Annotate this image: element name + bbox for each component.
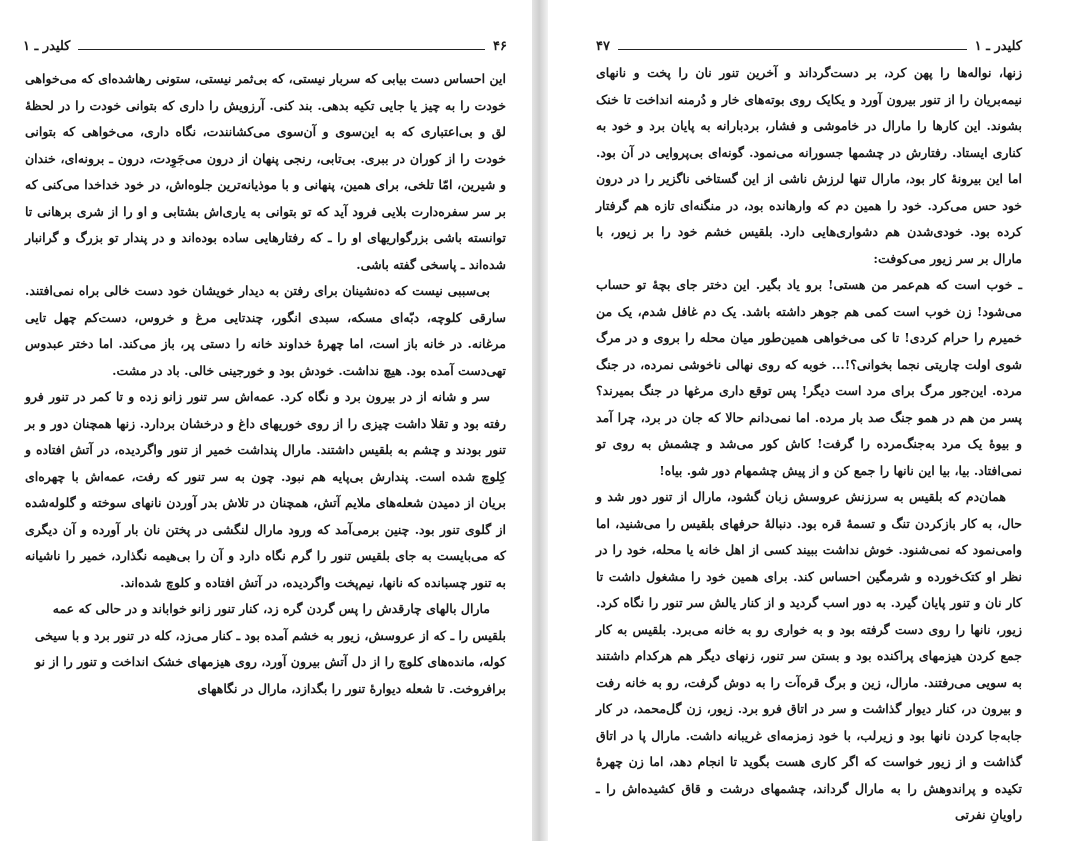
right-page-number: ۴۷ — [596, 39, 610, 54]
left-page-header — [23, 33, 507, 55]
right-paragraph-1: زنها، نواله‌ها را پهن کرد، بر دست‌گرداند و آخرین تنور نان را پخت و نانهای نیمه‌بریان را از تنور بیرون آورد و یکایک روی بوته‌های خار و دُرمنه انداخت تا خنک بشوند. این کارها را مارال در خاموشی و فشار، بردبارانه به پایان برد و خود به کناری ایستاد. رفتارش در چشمها جسورانه می‌نمود. گونه‌ای بی‌پروایی در آن بود. اما این بیرونهٔ کار بود، مارال تنها لرزش ناشی از این گستاخی ناگزیر را در درون خود حس می‌کرد. خود را همین دم که وارهانده بود، در منگنه‌ای تازه هم گرفتار کرده بود. خودی‌شدن هم دشواری‌هایی دارد. بلقیس خشم خود را بر زیور، با مارال بر سر زیور می‌کوفت: — [596, 65, 1022, 266]
left-paragraph-2: بی‌سببی نیست که ده‌نشینان برای رفتن به دیدار خویشان خود دست خالی براه نمی‌افتند. سارقی کلوچه، دبّه‌ای مسکه، سبدی انگور، چندتایی مرغ و خروس، دست‌کم چهل تایی مرغانه. در خانه باز است، اما چهرهٔ خداوند خانه را دستی پر، باز می‌کند. اما دختر عبدوس تهی‌دست آمده بود. هیچ نداشت. خودش بود و خورجینی خالی. باد در مشت. — [25, 283, 506, 378]
left-paragraph-1: این احساس دست بیابی که سربار نیستی، که بی‌ثمر نیستی، ستونی رهاشده‌ای که می‌خواهی خودت را به چیز یا جایی تکیه بدهی. بند کنی. آرزویش را داری که بتوانی خودت را در لحظهٔ لق و بی‌اعتباری که به این‌سوی و آن‌سوی می‌کشانندت، نگاه داری، می‌خواهی که بتوانی خودت را از کوران در ببری. بی‌تابی، رنجی پنهان از درون می‌جَوِدت، درون ـ برونه‌ای، خندان و شیرین، امّا تلخی، برای همین، پنهانی و با موذیانه‌ترین جلوه‌اش، در خود خداخدا می‌کنی که بر سر سفره‌دارت بلایی فرود آید که تو بتوانی به یاری‌اش بشتابی و او را از شری برهانی تا توانسته باشی بزرگواریهای او را ـ که رفتارهایی ساده بوده‌اند و در پندار تو بزرگ و گرانبار شده‌اند ـ پاسخی گفته باشی. — [25, 71, 506, 272]
left-page-number: ۴۶ — [493, 39, 507, 54]
right-running-title: کلیدر ـ ۱ — [974, 39, 1022, 54]
left-header-rule — [78, 49, 485, 50]
book-gutter — [532, 0, 548, 841]
left-running-title: کلیدر ـ ۱ — [23, 39, 71, 54]
left-paragraph-3: سر و شانه از در بیرون برد و نگاه کرد. عمه‌اش سر تنور زانو زده و تا کمر در تنور فرو رفته بود و تقلا داشت چیزی را از روی خوریهای داغ و درخشان بردارد. زنها همچنان دور و بر تنور بودند و چشم به بلقیس داشتند. مارال پنداشت خمیر از تنور واگردیده، در آتش افتاده و کِلوچ شده است. پندارش بی‌پایه هم نبود. چون به سر تنور که رفت، عمه‌اش با چهره‌ای بریان از دمیدن شعله‌های ملایم آتش، همچنان در تلاش بدر آوردن نانهای سوخته و گلوله‌شده از گلوی تنور بود. چنین برمی‌آمد که ورود مارال لنگشی در پختن نان بار آورده و آن دیگری که می‌بایست به جای بلقیس تنور را گرم نگاه دارد و آن را بی‌هیمه نگذارد، خمیر را ناشیانه به تنور چسبانده که نانها، نیم‌پخت واگردیده، در آتش افتاده و کلوچ شده‌اند. — [25, 389, 506, 590]
right-page — [548, 0, 1074, 841]
left-paragraph-4: مارال بالهای چارقدش را پس گردن گره زد، کنار تنور زانو خواباند و در حالی که عمه بلقیس را ـ که از عروسش، زیور به خشم آمده بود ـ کنار می‌زد، کله در تنور برد و با سیخی کوله، مانده‌های کلوچ را از دل آتش بیرون آورد، روی هیزمهای خشک انداخت و تنور را از نو برافروخت. تا شعله دیوارهٔ تنور را بگدازد، مارال در نگاههای — [34, 601, 506, 696]
right-header-rule — [618, 49, 967, 50]
right-page-header — [596, 33, 1022, 55]
left-page-text — [25, 66, 506, 702]
right-page-text — [596, 60, 1022, 829]
left-page — [0, 0, 532, 841]
right-paragraph-3: همان‌دم که بلقیس به سرزنش عروسش زبان گشود، مارال از تنور دور شد و حال، به کار بازکردن تنگ و تسمهٔ قره بود. دنبالهٔ حرفهای بلقیس را می‌شنید، اما وامی‌نمود که نمی‌شنود. خوش نداشت ببیند کسی از اهل خانه یا محله، خود را در نظر او کتک‌خورده و شرمگین احساس کند. برای همین خود را مشغول داشت تا کار نان و تنور پایان گیرد. به دور اسب گردید و از کنار یالش سر تنور را نگاه کرد. زیور، نانها را روی دست گرفته بود و به خواری رو به خانه می‌برد. بلقیس به کار جمع کردن هیزمهای پراکنده بود و بستن سر تنور، زنهای دیگر هم هرکدام داشتند به سویی می‌رفتند. مارال، زین و برگ قره‌آت را به دوش گرفت، رو به خانه رفت و بیرون در، کنار دیوار گذاشت و سر در اتاق فرو برد. زیور، زن گل‌محمد، در کار جابه‌جا کردن نانها بود و زیرلب، با خود زمزمه‌ای غریبانه داشت. مارال پا در اتاق گذاشت و از زیور خواست که اگر کاری هست بگوید تا انجام دهد، اما زن چهرهٔ تکیده و پراندوهش را به مارال گرداند، چشمهای درشت و قاق کشیده‌اش را ـ راویانِ نفرتی — [596, 489, 1022, 822]
right-paragraph-2: ـ خوب است که هم‌عمر من هستی! برو یاد بگیر. این دختر جای بچهٔ تو حساب می‌شود! زن خوب است کمی هم جوهر داشته باشد. یک دم غافل شدم، یک من خمیرم را حرام کردی! تا کی می‌خواهی همین‌طور میان محله را بروی و در مرگ شوی اولت چاریتی نجما بخوانی؟!... خوبه که روی نهالی ناخوشی نمرده، در جنگ مرده. این‌جور مرگ برای مرد است دیگر! پس توقع داری مرغها در جنگ بمیرند؟ پسر من هم در همو جنگ صد بار مرده. اما نمی‌دانم حالا که جان در برد، چرا آمد و بیوهٔ یک مرد به‌جنگ‌مرده را گرفت! کاش کور می‌شد و چشمش به روی تو نمی‌افتاد. بیا، بیا این نانها را جمع کن و از پیش چشمهام دور شو. بیاه! — [596, 277, 1022, 478]
